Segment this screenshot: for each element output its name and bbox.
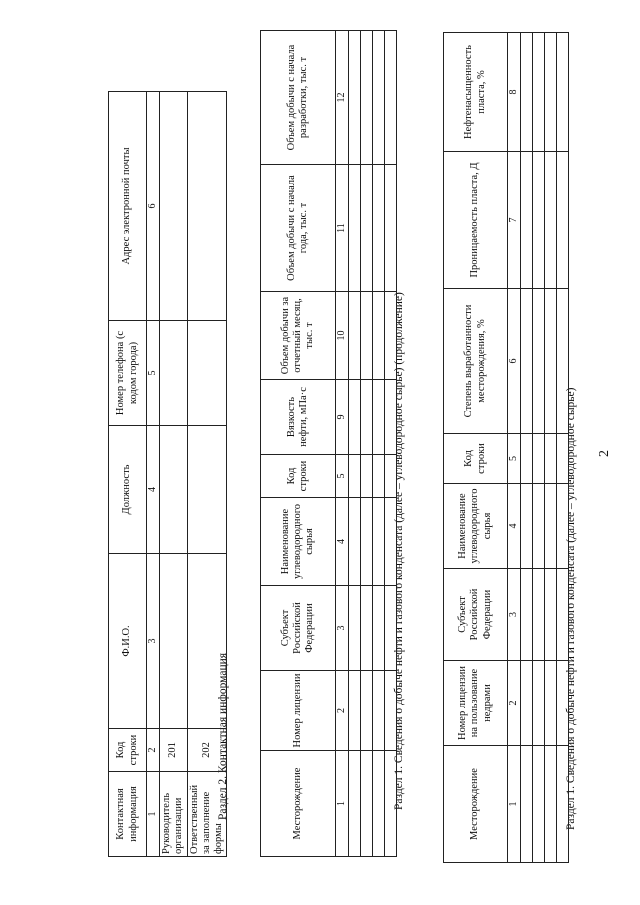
col-monthly-output: Объем добычи за отчетный месяц, тыс. т: [261, 292, 336, 380]
column-numbers-row: [147, 92, 160, 857]
cell[interactable]: [159, 321, 187, 426]
cell[interactable]: [384, 380, 396, 455]
cell[interactable]: [372, 165, 384, 292]
production-table-continued: [260, 30, 397, 857]
cell[interactable]: [372, 498, 384, 586]
col-num: 6: [147, 92, 160, 321]
cell[interactable]: [532, 33, 544, 152]
col-num: 5: [508, 434, 521, 484]
col-hydrocarbon-name: Наименование углеводородного сырья: [444, 484, 508, 569]
col-num: 5: [147, 321, 160, 426]
col-license: Номер лицензии: [261, 671, 336, 751]
cell[interactable]: [159, 92, 187, 321]
cell[interactable]: [360, 165, 372, 292]
col-ytd-output: Объем добычи с начала года, тыс. т: [261, 165, 336, 292]
col-region: Субъект Российской Федерации: [444, 569, 508, 661]
col-region: Субъект Российской Федерации: [261, 586, 336, 671]
column-numbers-row: [336, 31, 349, 857]
col-oil-saturation: Нефтенасыщенность пласта, %: [444, 33, 508, 152]
cell[interactable]: [348, 498, 360, 586]
cell[interactable]: [384, 586, 396, 671]
cell[interactable]: [520, 569, 532, 661]
table-row: [544, 33, 556, 863]
cell[interactable]: [532, 746, 544, 863]
table-row: [556, 33, 568, 863]
col-email: Адрес электронной почты: [109, 92, 147, 321]
cell[interactable]: [360, 292, 372, 380]
cell[interactable]: [556, 746, 568, 863]
cell[interactable]: [532, 152, 544, 289]
cell[interactable]: [187, 426, 226, 554]
col-num: 4: [508, 484, 521, 569]
cell[interactable]: [556, 33, 568, 152]
cell[interactable]: [348, 292, 360, 380]
cell[interactable]: [384, 292, 396, 380]
cell[interactable]: [544, 33, 556, 152]
cell[interactable]: [520, 289, 532, 434]
col-num: 10: [336, 292, 349, 380]
col-num: 12: [336, 31, 349, 165]
page-number: 2: [597, 450, 612, 457]
section1-continued-title: Раздел 1. Сведения о добыче нефти и газового конденсата (далее – углеводородное сырье) (продолжение): [393, 292, 405, 810]
cell[interactable]: [532, 289, 544, 434]
cell[interactable]: [348, 380, 360, 455]
col-num: 3: [147, 554, 160, 729]
production-table: [443, 32, 569, 863]
header-row: [109, 92, 147, 857]
cell[interactable]: [360, 586, 372, 671]
cell[interactable]: [384, 31, 396, 165]
col-num: 3: [336, 586, 349, 671]
cell[interactable]: [360, 751, 372, 857]
col-num: 6: [508, 289, 521, 434]
cell[interactable]: [348, 165, 360, 292]
cell[interactable]: [544, 434, 556, 484]
cell[interactable]: [520, 484, 532, 569]
table-row: [384, 31, 396, 857]
header-row: [444, 33, 508, 863]
cell[interactable]: [556, 289, 568, 434]
table-row: [187, 92, 226, 857]
col-num: 8: [508, 33, 521, 152]
cell[interactable]: [532, 569, 544, 661]
col-num: 11: [336, 165, 349, 292]
cell[interactable]: [532, 661, 544, 746]
cell[interactable]: [360, 498, 372, 586]
cell[interactable]: [544, 661, 556, 746]
col-field: Месторождение: [444, 746, 508, 863]
cell[interactable]: [520, 33, 532, 152]
cell[interactable]: [372, 380, 384, 455]
col-license-number: Номер лицензии на пользование недрами: [444, 661, 508, 746]
cell[interactable]: [544, 484, 556, 569]
cell[interactable]: [556, 434, 568, 484]
cell[interactable]: [187, 554, 226, 729]
cell[interactable]: [520, 661, 532, 746]
cell[interactable]: [348, 671, 360, 751]
cell[interactable]: [532, 434, 544, 484]
header-row: [261, 31, 336, 857]
contact-table: [108, 91, 227, 857]
cell[interactable]: [384, 165, 396, 292]
col-total-output: Объем добычи с начала разработки, тыс. т: [261, 31, 336, 165]
cell[interactable]: [556, 569, 568, 661]
cell[interactable]: [556, 152, 568, 289]
cell[interactable]: [159, 426, 187, 554]
cell[interactable]: [372, 586, 384, 671]
cell[interactable]: [544, 152, 556, 289]
col-num: 3: [508, 569, 521, 661]
cell[interactable]: [544, 746, 556, 863]
cell[interactable]: [348, 586, 360, 671]
row-label-head: Руководитель организации: [159, 772, 187, 857]
cell[interactable]: [360, 380, 372, 455]
table-row: [159, 92, 187, 857]
cell[interactable]: [372, 292, 384, 380]
cell[interactable]: [159, 554, 187, 729]
column-numbers-row: [508, 33, 521, 863]
table-row: [372, 31, 384, 857]
section2-title: Раздел 2. Контактная информация: [217, 652, 229, 820]
cell[interactable]: [372, 671, 384, 751]
cell[interactable]: [372, 31, 384, 165]
cell[interactable]: [384, 498, 396, 586]
cell[interactable]: [520, 434, 532, 484]
col-position: Должность: [109, 426, 147, 554]
col-row-code: Код строки: [109, 729, 147, 772]
col-num: 4: [336, 498, 349, 586]
col-depletion: Степень выработанности месторождения, %: [444, 289, 508, 434]
cell[interactable]: [348, 31, 360, 165]
row-label-responsible: Ответственный за заполнение формы: [187, 772, 226, 857]
table-row: [348, 31, 360, 857]
cell[interactable]: [187, 92, 226, 321]
row-code: 201: [159, 729, 187, 772]
cell[interactable]: [348, 751, 360, 857]
table-row: [520, 33, 532, 863]
col-viscosity: Вязкость нефти, мПа·с: [261, 380, 336, 455]
cell[interactable]: [556, 661, 568, 746]
table-row: [360, 31, 372, 857]
cell[interactable]: [556, 484, 568, 569]
col-phone: Номер телефона (с кодом города): [109, 321, 147, 426]
cell[interactable]: [360, 31, 372, 165]
col-num: 4: [147, 426, 160, 554]
col-num: 5: [336, 455, 349, 498]
row-code: 202: [187, 729, 226, 772]
col-field: Месторождение: [261, 751, 336, 857]
cell[interactable]: [384, 751, 396, 857]
col-num: 2: [336, 671, 349, 751]
col-permeability: Проницаемость пласта, Д: [444, 152, 508, 289]
cell[interactable]: [384, 671, 396, 751]
cell[interactable]: [348, 455, 360, 498]
cell[interactable]: [520, 746, 532, 863]
cell[interactable]: [187, 321, 226, 426]
col-num: 1: [147, 772, 160, 857]
col-contact-info: Контактная информация: [109, 772, 147, 857]
col-hydrocarbon-name: Наименование углеводородного сырья: [261, 498, 336, 586]
cell[interactable]: [544, 569, 556, 661]
col-num: 9: [336, 380, 349, 455]
cell[interactable]: [372, 455, 384, 498]
col-num: 7: [508, 152, 521, 289]
col-num: 2: [147, 729, 160, 772]
cell[interactable]: [532, 484, 544, 569]
cell[interactable]: [360, 455, 372, 498]
col-num: 1: [336, 751, 349, 857]
cell[interactable]: [384, 455, 396, 498]
col-row-code: Код строки: [261, 455, 336, 498]
cell[interactable]: [544, 289, 556, 434]
cell[interactable]: [372, 751, 384, 857]
section1-title: Раздел 1. Сведения о добыче нефти и газового конденсата (далее – углеводородное сырье): [565, 387, 577, 830]
col-row-code: Код строки: [444, 434, 508, 484]
col-full-name: Ф.И.О.: [109, 554, 147, 729]
col-num: 1: [508, 746, 521, 863]
cell[interactable]: [520, 152, 532, 289]
col-num: 2: [508, 661, 521, 746]
table-row: [532, 33, 544, 863]
cell[interactable]: [360, 671, 372, 751]
